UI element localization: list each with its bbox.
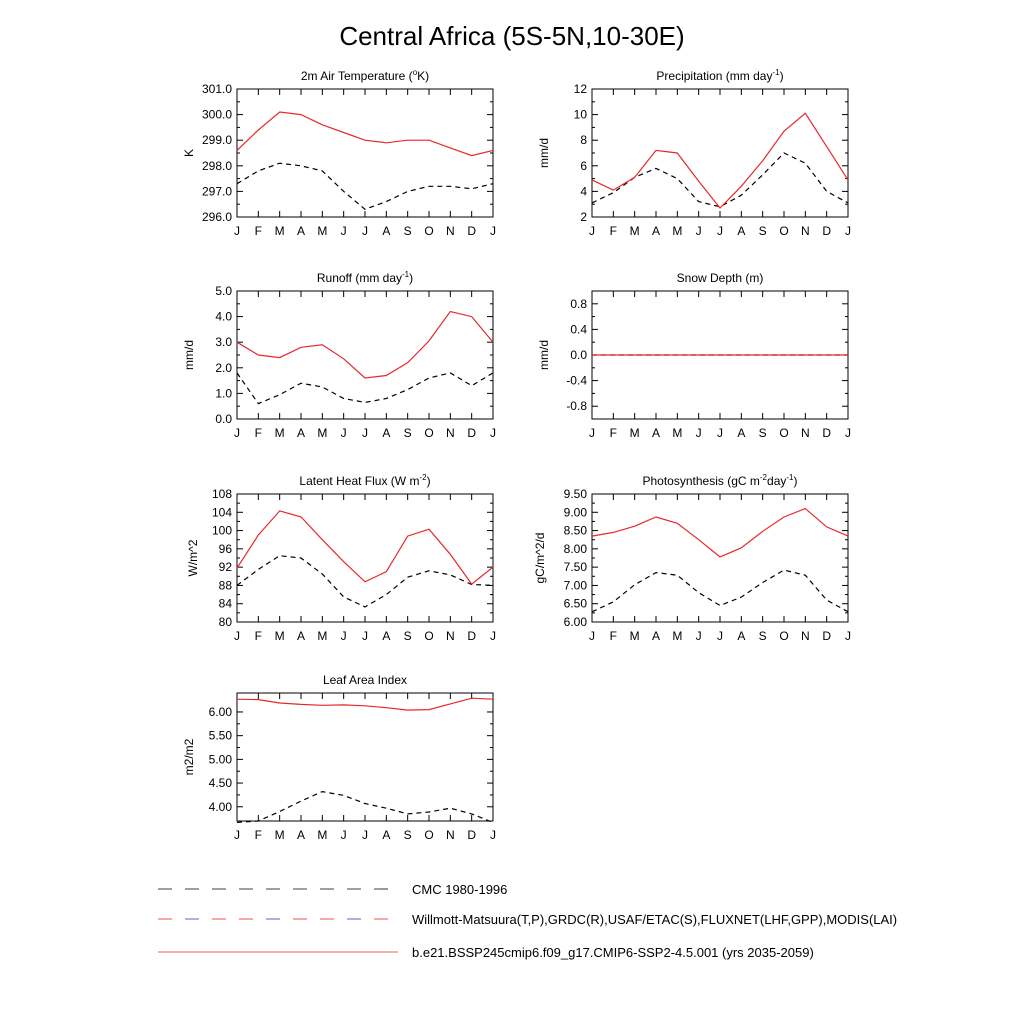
x-tick-label: A [651,629,661,643]
y-tick-label: 8.50 [563,523,587,538]
x-tick-label: M [672,224,683,238]
model-series-line [592,509,848,557]
x-tick-label: J [362,426,368,440]
x-tick-label: M [629,629,640,643]
x-tick-label: A [296,426,306,440]
x-tick-label: A [382,224,391,238]
panel-1 [537,68,851,238]
panel-title: Photosynthesis (gC $m^{-2}day^{-1}$) [642,473,798,488]
y-tick-label: 10 [573,107,587,122]
x-tick-label: J [340,828,347,842]
x-tick-label: J [845,224,851,238]
y-axis-label: K [182,148,196,158]
x-tick-label: A [737,426,746,440]
x-tick-label: A [651,224,661,238]
model-series-line [592,113,848,208]
y-tick-label: 8.00 [563,541,587,556]
x-tick-label: N [800,224,810,238]
x-tick-label: J [695,629,702,643]
x-tick-label: S [758,426,767,440]
obs-series-line [592,570,848,612]
x-tick-label: D [822,224,832,238]
x-tick-label: M [317,426,328,440]
y-tick-label: 6 [580,158,587,173]
y-tick-label: 104 [211,505,232,520]
plot-frame [592,89,848,217]
legend-label: b.e21.BSSP245cmip6.f09_g17.CMIP6-SSP2-4.5.001 (yrs 2035-2059) [412,945,814,960]
legend [158,882,897,960]
x-tick-label: J [490,629,496,643]
x-tick-label: J [695,426,702,440]
panel-4 [186,473,496,643]
x-tick-label: D [822,426,832,440]
y-tick-label: 0.0 [570,348,587,362]
x-tick-label: M [672,426,683,440]
x-tick-label: A [651,426,661,440]
x-tick-label: J [340,224,347,238]
x-tick-label: J [234,224,240,238]
x-tick-label: N [800,426,810,440]
x-tick-label: J [490,828,496,842]
x-tick-label: O [779,224,789,238]
y-tick-label: 2.0 [215,360,232,375]
x-tick-label: A [382,629,391,643]
x-tick-label: J [695,224,702,238]
y-tick-label: 3.0 [215,335,232,350]
y-tick-label: 5.00 [208,752,232,767]
y-tick-label: 88 [218,578,232,593]
x-tick-label: A [296,629,306,643]
model-series-line [237,698,493,710]
x-tick-label: J [234,426,240,440]
x-tick-label: J [490,224,496,238]
y-tick-label: 0.8 [570,296,587,311]
x-tick-label: S [403,224,412,238]
x-tick-label: J [717,224,723,238]
y-tick-label: 12 [573,82,587,96]
panel-5 [533,473,851,643]
legend-item-0 [158,882,507,897]
y-tick-label: 9.00 [563,505,587,520]
panel-title: Latent Heat Flux (W $m^{-2}$) [299,473,431,488]
x-tick-label: F [609,426,618,440]
legend-label: CMC 1980-1996 [412,882,508,897]
x-tick-label: A [382,426,391,440]
y-tick-label: 5.0 [215,284,232,298]
x-tick-label: N [445,224,455,238]
y-axis-label: m2/m2 [182,738,196,776]
x-tick-label: F [254,828,263,842]
x-tick-label: F [254,224,263,238]
x-tick-label: D [467,629,477,643]
x-tick-label: J [589,629,595,643]
x-tick-label: J [589,426,595,440]
x-tick-label: A [296,828,306,842]
x-tick-label: M [317,629,328,643]
panel-title: Snow Depth (m) [676,271,764,285]
y-tick-label: 7.00 [563,578,587,593]
x-tick-label: O [424,426,434,440]
x-tick-label: J [362,629,368,643]
x-tick-label: M [274,224,285,238]
panel-title: 2m Air Temperature ($^o$K) [300,68,430,83]
figure-title: Central Africa (5S-5N,10-30E) [339,21,685,51]
model-series-line [237,511,493,584]
x-tick-label: S [403,828,412,842]
y-tick-label: 8 [580,133,587,148]
y-tick-label: 9.50 [563,487,587,501]
plot-frame [237,693,493,821]
x-tick-label: J [234,629,240,643]
x-tick-label: O [424,629,434,643]
y-axis-label: mm/d [537,138,551,168]
panel-2 [182,270,496,440]
panel-3 [537,271,851,440]
x-tick-label: N [800,629,810,643]
x-tick-label: F [254,426,263,440]
x-tick-label: F [609,629,618,643]
panel-title: Leaf Area Index [322,673,408,687]
y-tick-label: 2 [580,210,587,224]
y-axis-label: mm/d [537,340,551,370]
y-tick-label: 299.0 [201,133,232,148]
x-tick-label: M [274,828,285,842]
y-tick-label: 6.00 [563,615,587,629]
x-tick-label: J [490,426,496,440]
y-tick-label: 4.00 [208,799,232,814]
legend-label: Willmott-Matsuura(T,P),GRDC(R),USAF/ETAC(S),FLUXNET(LHF,GPP),MODIS(LAI) [412,912,898,927]
y-tick-label: 4 [580,184,587,199]
x-tick-label: O [779,629,789,643]
obs-series-line [237,163,493,209]
x-tick-label: O [424,224,434,238]
x-tick-label: N [445,426,455,440]
x-tick-label: M [629,426,640,440]
y-tick-label: 4.0 [215,309,232,324]
x-tick-label: S [403,629,412,643]
y-tick-label: 1.0 [215,386,232,401]
y-tick-label: 0.0 [215,412,232,426]
model-series-line [237,312,493,379]
y-tick-label: 100 [211,523,232,538]
y-tick-label: 296.0 [201,210,232,224]
y-tick-label: 96 [218,541,232,556]
x-tick-label: J [362,828,368,842]
x-tick-label: N [445,629,455,643]
x-tick-label: J [717,426,723,440]
x-tick-label: A [382,828,391,842]
y-tick-label: 297.0 [201,184,232,199]
x-tick-label: J [845,629,851,643]
x-tick-label: J [362,224,368,238]
x-tick-label: J [589,224,595,238]
x-tick-label: M [317,828,328,842]
legend-item-2 [158,945,814,960]
x-tick-label: J [845,426,851,440]
y-tick-label: 6.00 [208,704,232,719]
y-tick-label: 301.0 [201,82,232,96]
x-tick-label: S [758,629,767,643]
y-axis-label: mm/d [182,340,196,370]
x-tick-label: M [629,224,640,238]
x-tick-label: M [274,629,285,643]
x-tick-label: F [254,629,263,643]
y-tick-label: 108 [211,487,232,501]
y-tick-label: 80 [218,615,232,629]
x-tick-label: J [717,629,723,643]
plot-frame [237,89,493,217]
panels [182,68,851,842]
x-tick-label: D [467,828,477,842]
y-tick-label: 300.0 [201,107,232,122]
x-tick-label: D [467,224,477,238]
x-tick-label: M [274,426,285,440]
x-tick-label: O [779,426,789,440]
y-tick-label: -0.8 [566,399,587,414]
y-tick-label: 0.4 [570,322,587,337]
x-tick-label: S [758,224,767,238]
y-tick-label: 298.0 [201,158,232,173]
x-tick-label: A [296,224,306,238]
x-tick-label: D [467,426,477,440]
x-tick-label: O [424,828,434,842]
y-tick-label: 6.50 [563,596,587,611]
x-tick-label: S [403,426,412,440]
legend-item-1 [158,912,897,927]
y-tick-label: 4.50 [208,776,232,791]
x-tick-label: J [340,629,347,643]
panel-title: Runoff (mm day$^{-1}$) [316,270,414,285]
plot-frame [237,291,493,419]
x-tick-label: J [340,426,347,440]
y-tick-label: 5.50 [208,728,232,743]
x-tick-label: A [737,224,746,238]
y-tick-label: -0.4 [566,373,587,388]
y-axis-label: W/m^2 [186,539,200,577]
panel-0 [182,68,496,238]
panel-title: Precipitation (mm day$^{-1}$) [656,68,784,83]
x-tick-label: N [445,828,455,842]
x-tick-label: J [234,828,240,842]
x-tick-label: M [317,224,328,238]
y-tick-label: 7.50 [563,560,587,575]
plot-frame [592,494,848,622]
x-tick-label: F [609,224,618,238]
panel-6 [182,673,496,842]
y-axis-label: gC/m^2/d [533,532,547,584]
x-tick-label: D [822,629,832,643]
y-tick-label: 84 [218,596,232,611]
y-tick-label: 92 [218,560,232,575]
x-tick-label: A [737,629,746,643]
model-series-line [237,112,493,156]
x-tick-label: M [672,629,683,643]
